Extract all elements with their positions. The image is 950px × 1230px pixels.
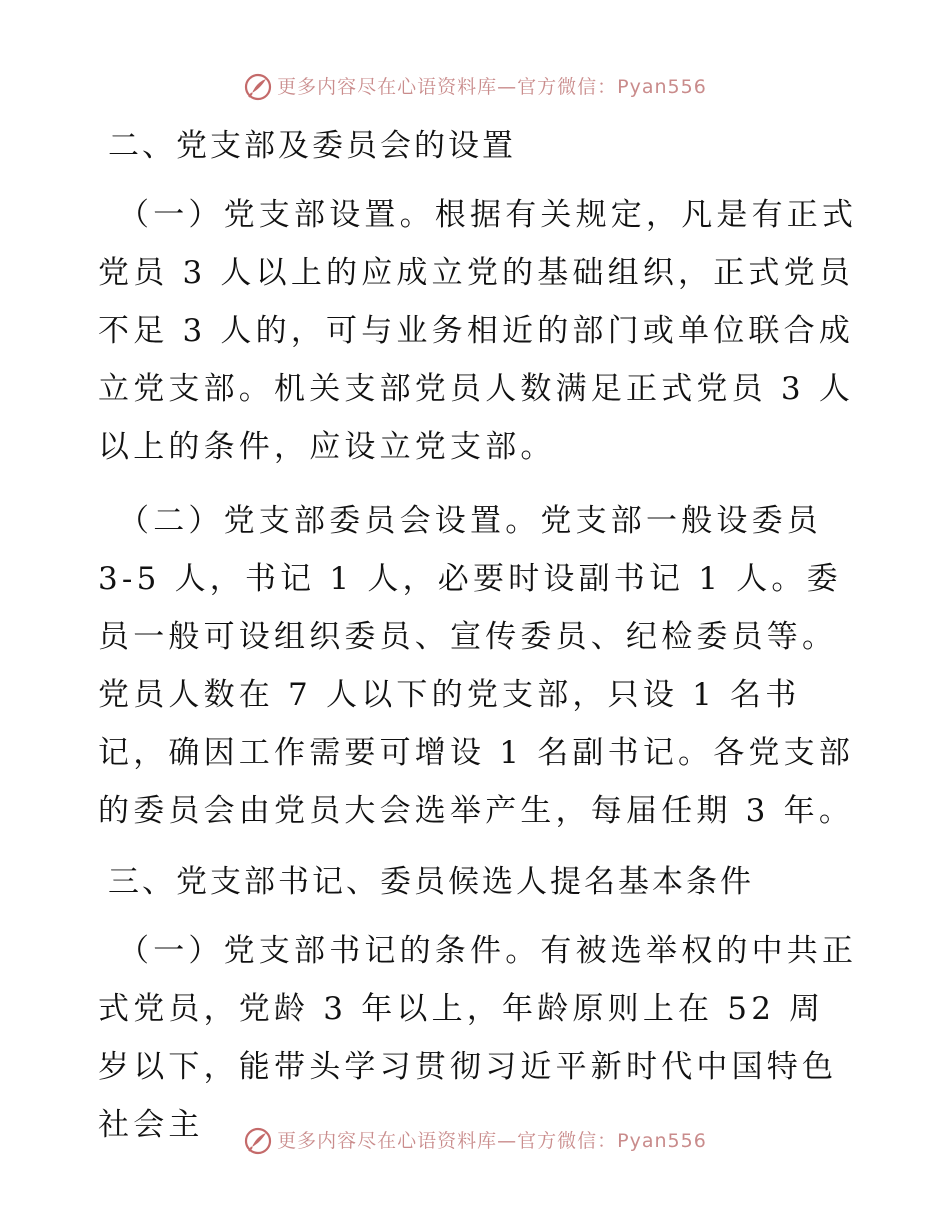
document-body [98,120,858,1154]
watermark-header [0,72,950,102]
section-heading-2: 二、党支部及委员会的设置 [108,128,516,164]
watermark-text: 更多内容尽在心语资料库—官方微信：Pyan556 [277,1130,707,1152]
paragraph-secretary-conditions: （一）党支部书记的条件。有被选举权的中共正式党员，党龄 3 年以上，年龄原则上在 52 周岁以下，能带头学习贯彻习近平新时代中国特色社会主 [98,933,858,1143]
watermark-footer [0,1126,950,1156]
feather-seal-icon [243,72,273,102]
section-heading-3: 三、党支部书记、委员候选人提名基本条件 [108,864,754,900]
feather-seal-icon [243,1126,273,1156]
paragraph-committee-setup: （二）党支部委员会设置。党支部一般设委员 3-5 人，书记 1 人，必要时设副书记 1 人。委员一般可设组织委员、宣传委员、纪检委员等。党员人数在 7 人以下的党支部，只设 1 名书记，确因工作需要可增设 1 名副书记。各党支部的委员会由党员大会选举产生，每届任期 3 年。 [98,503,855,829]
watermark-text: 更多内容尽在心语资料库—官方微信：Pyan556 [277,76,707,98]
paragraph-branch-setup: （一）党支部设置。根据有关规定，凡是有正式党员 3 人以上的应成立党的基础组织，正式党员不足 3 人的，可与业务相近的部门或单位联合成立党支部。机关支部党员人数满足正式党员 3 人以上的条件，应设立党支部。 [98,197,858,465]
